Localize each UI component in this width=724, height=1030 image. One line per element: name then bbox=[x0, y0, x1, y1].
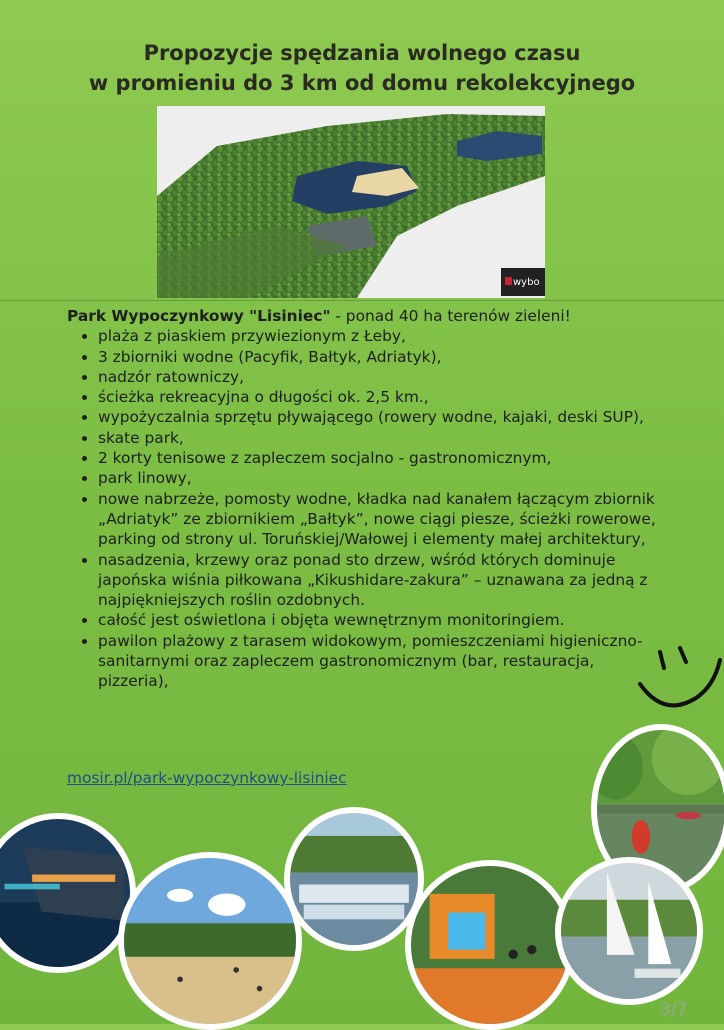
intro bbox=[67, 306, 667, 326]
title-line-1: Propozycje spędzania wolnego czasu bbox=[143, 41, 581, 65]
list-item: • nadzór ratowniczy, bbox=[98, 367, 667, 387]
photo-paddleboats-circle bbox=[284, 807, 424, 951]
list-item: • skate park, bbox=[98, 428, 667, 448]
park-name: Park Wypoczynkowy "Lisiniec" bbox=[67, 307, 331, 325]
list-item: • plaża z piaskiem przywiezionym z Łeby, bbox=[98, 326, 667, 346]
intro-rest: - ponad 40 ha terenów zieleni! bbox=[330, 307, 571, 325]
list-item: • nowe nabrzeże, pomosty wodne, kładka nad kanałem łączącym zbiornik „Adriatyk” ze zbiornikiem „Bałtyk”, nowe ciągi piesze, ścieżki rowerowe, parking od strony ul. Toruńskiej/Wałowej i elementy małej architektury, bbox=[98, 489, 667, 550]
content bbox=[67, 306, 667, 692]
page-title bbox=[0, 38, 724, 98]
list-item: • 3 zbiorniki wodne (Pacyfik, Bałtyk, Adriatyk), bbox=[98, 347, 667, 367]
list-item: • wypożyczalnia sprzętu pływającego (rowery wodne, kajaki, deski SUP), bbox=[98, 407, 667, 427]
photo-sailboats-circle bbox=[555, 857, 703, 1005]
photo-bouncy-castle-circle bbox=[405, 860, 575, 1030]
photo-night-pier-circle bbox=[0, 813, 136, 973]
website-link[interactable]: mosir.pl/park-wypoczynkowy-lisiniec bbox=[67, 769, 347, 787]
smiley-icon bbox=[636, 644, 724, 710]
park-aerial-image bbox=[157, 106, 545, 298]
hero-watermark: wybo bbox=[513, 277, 540, 288]
list-item: • nasadzenia, krzewy oraz ponad sto drzew, wśród których dominuje japońska wiśnia piłkowana „Kikushidare-zakura” – uznawana za jedną z najpiękniejszych roślin ozdobnych. bbox=[98, 550, 667, 611]
page-number: 3/7 bbox=[660, 1000, 688, 1020]
feature-list bbox=[67, 326, 667, 691]
list-item: • pawilon plażowy z tarasem widokowym, pomieszczeniami higieniczno-sanitarnymi oraz zapleczem gastronomicznym (bar, restauracja, pizzeria), bbox=[98, 631, 667, 692]
divider bbox=[0, 300, 724, 301]
photo-beach-circle bbox=[118, 852, 302, 1030]
list-item: • całość jest oświetlona i objęta wewnętrznym monitoringiem. bbox=[98, 610, 667, 630]
list-item: • ścieżka rekreacyjna o długości ok. 2,5 km., bbox=[98, 387, 667, 407]
title-line-2: w promieniu do 3 km od domu rekolekcyjnego bbox=[88, 71, 636, 95]
list-item: • 2 korty tenisowe z zapleczem socjalno - gastronomicznym, bbox=[98, 448, 667, 468]
list-item: • park linowy, bbox=[98, 468, 667, 488]
